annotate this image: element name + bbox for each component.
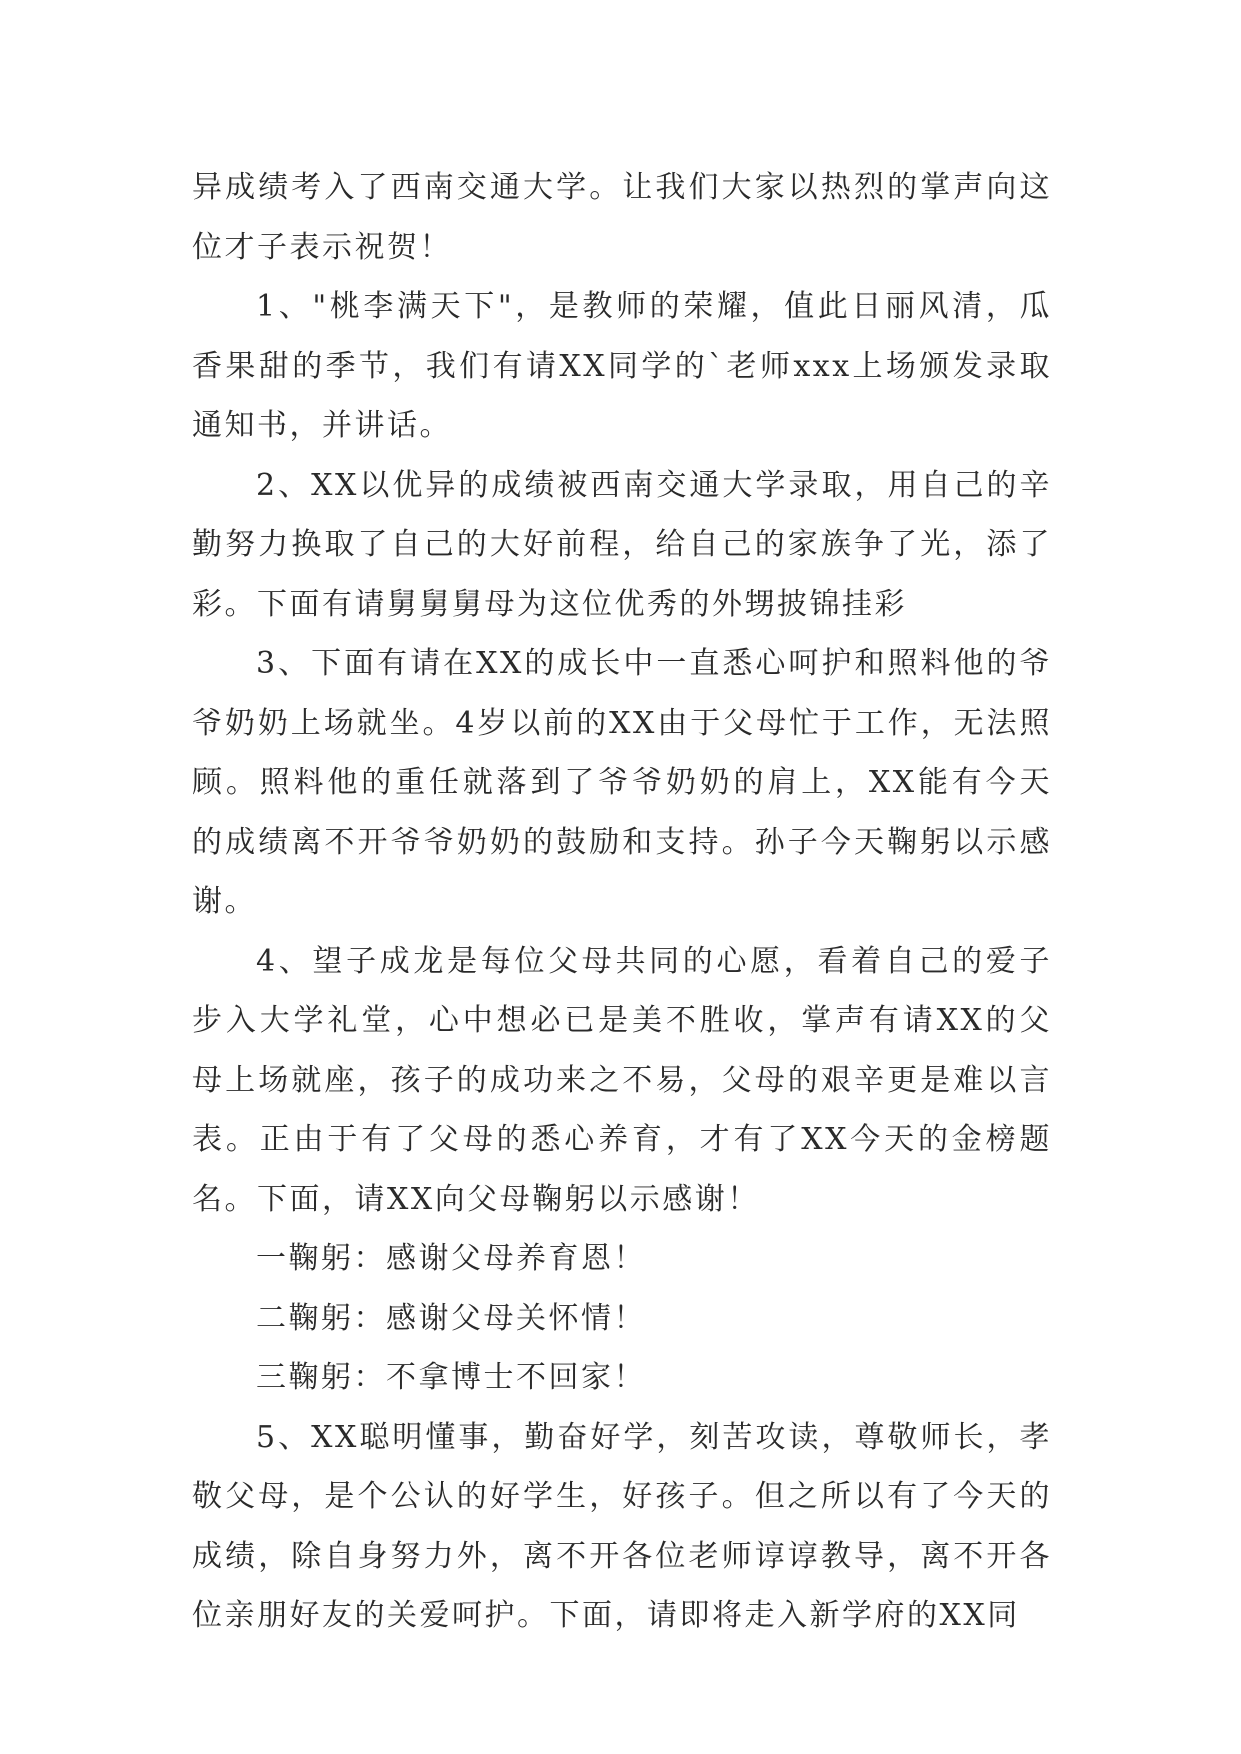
paragraph-item-2: 2、XX以优异的成绩被西南交通大学录取，用自己的辛勤努力换取了自己的大好前程，给自己的家族争了光，添了彩。下面有请舅舅舅母为这位优秀的外甥披锦挂彩 (192, 467, 1052, 622)
paragraph-item-3: 3、下面有请在XX的成长中一直悉心呵护和照料他的爷爷奶奶上场就坐。4岁以前的XX由于父母忙于工作，无法照顾。照料他的重任就落到了爷爷奶奶的肩上，XX能有今天的成绩离不开爷爷奶奶的鼓励和支持。孙子今天鞠躬以示感谢。 (192, 646, 1052, 919)
paragraph-item-4: 4、望子成龙是每位父母共同的心愿，看着自己的爱子步入大学礼堂，心中想必已是美不胜收，掌声有请XX的父母上场就座，孩子的成功来之不易，父母的艰辛更是难以言表。正由于有了父母的悉心养育，才有了XX今天的金榜题名。下面，请XX向父母鞠躬以示感谢！ (192, 943, 1052, 1217)
document-body (192, 158, 1052, 1646)
paragraph-item-1: 1、"桃李满天下"，是教师的荣耀，值此日丽风清，瓜香果甜的季节，我们有请XX同学的`老师xxx上场颁发录取通知书，并讲话。 (192, 289, 1052, 443)
bow-line-3: 三鞠躬：不拿博士不回家！ (256, 1360, 646, 1395)
bow-line-2: 二鞠躬：感谢父母关怀情！ (256, 1300, 646, 1336)
paragraph-continuation: 异成绩考入了西南交通大学。让我们大家以热烈的掌声向这位才子表示祝贺！ (192, 170, 1052, 265)
paragraph-item-5: 5、XX聪明懂事，勤奋好学，刻苦攻读，尊敬师长，孝敬父母，是个公认的好学生，好孩子。但之所以有了今天的成绩，除自身努力外，离不开各位老师谆谆教导，离不开各位亲朋好友的关爱呵护。下面，请即将走入新学府的XX同 (192, 1419, 1052, 1633)
bow-line-1: 一鞠躬：感谢父母养育恩！ (256, 1241, 646, 1276)
